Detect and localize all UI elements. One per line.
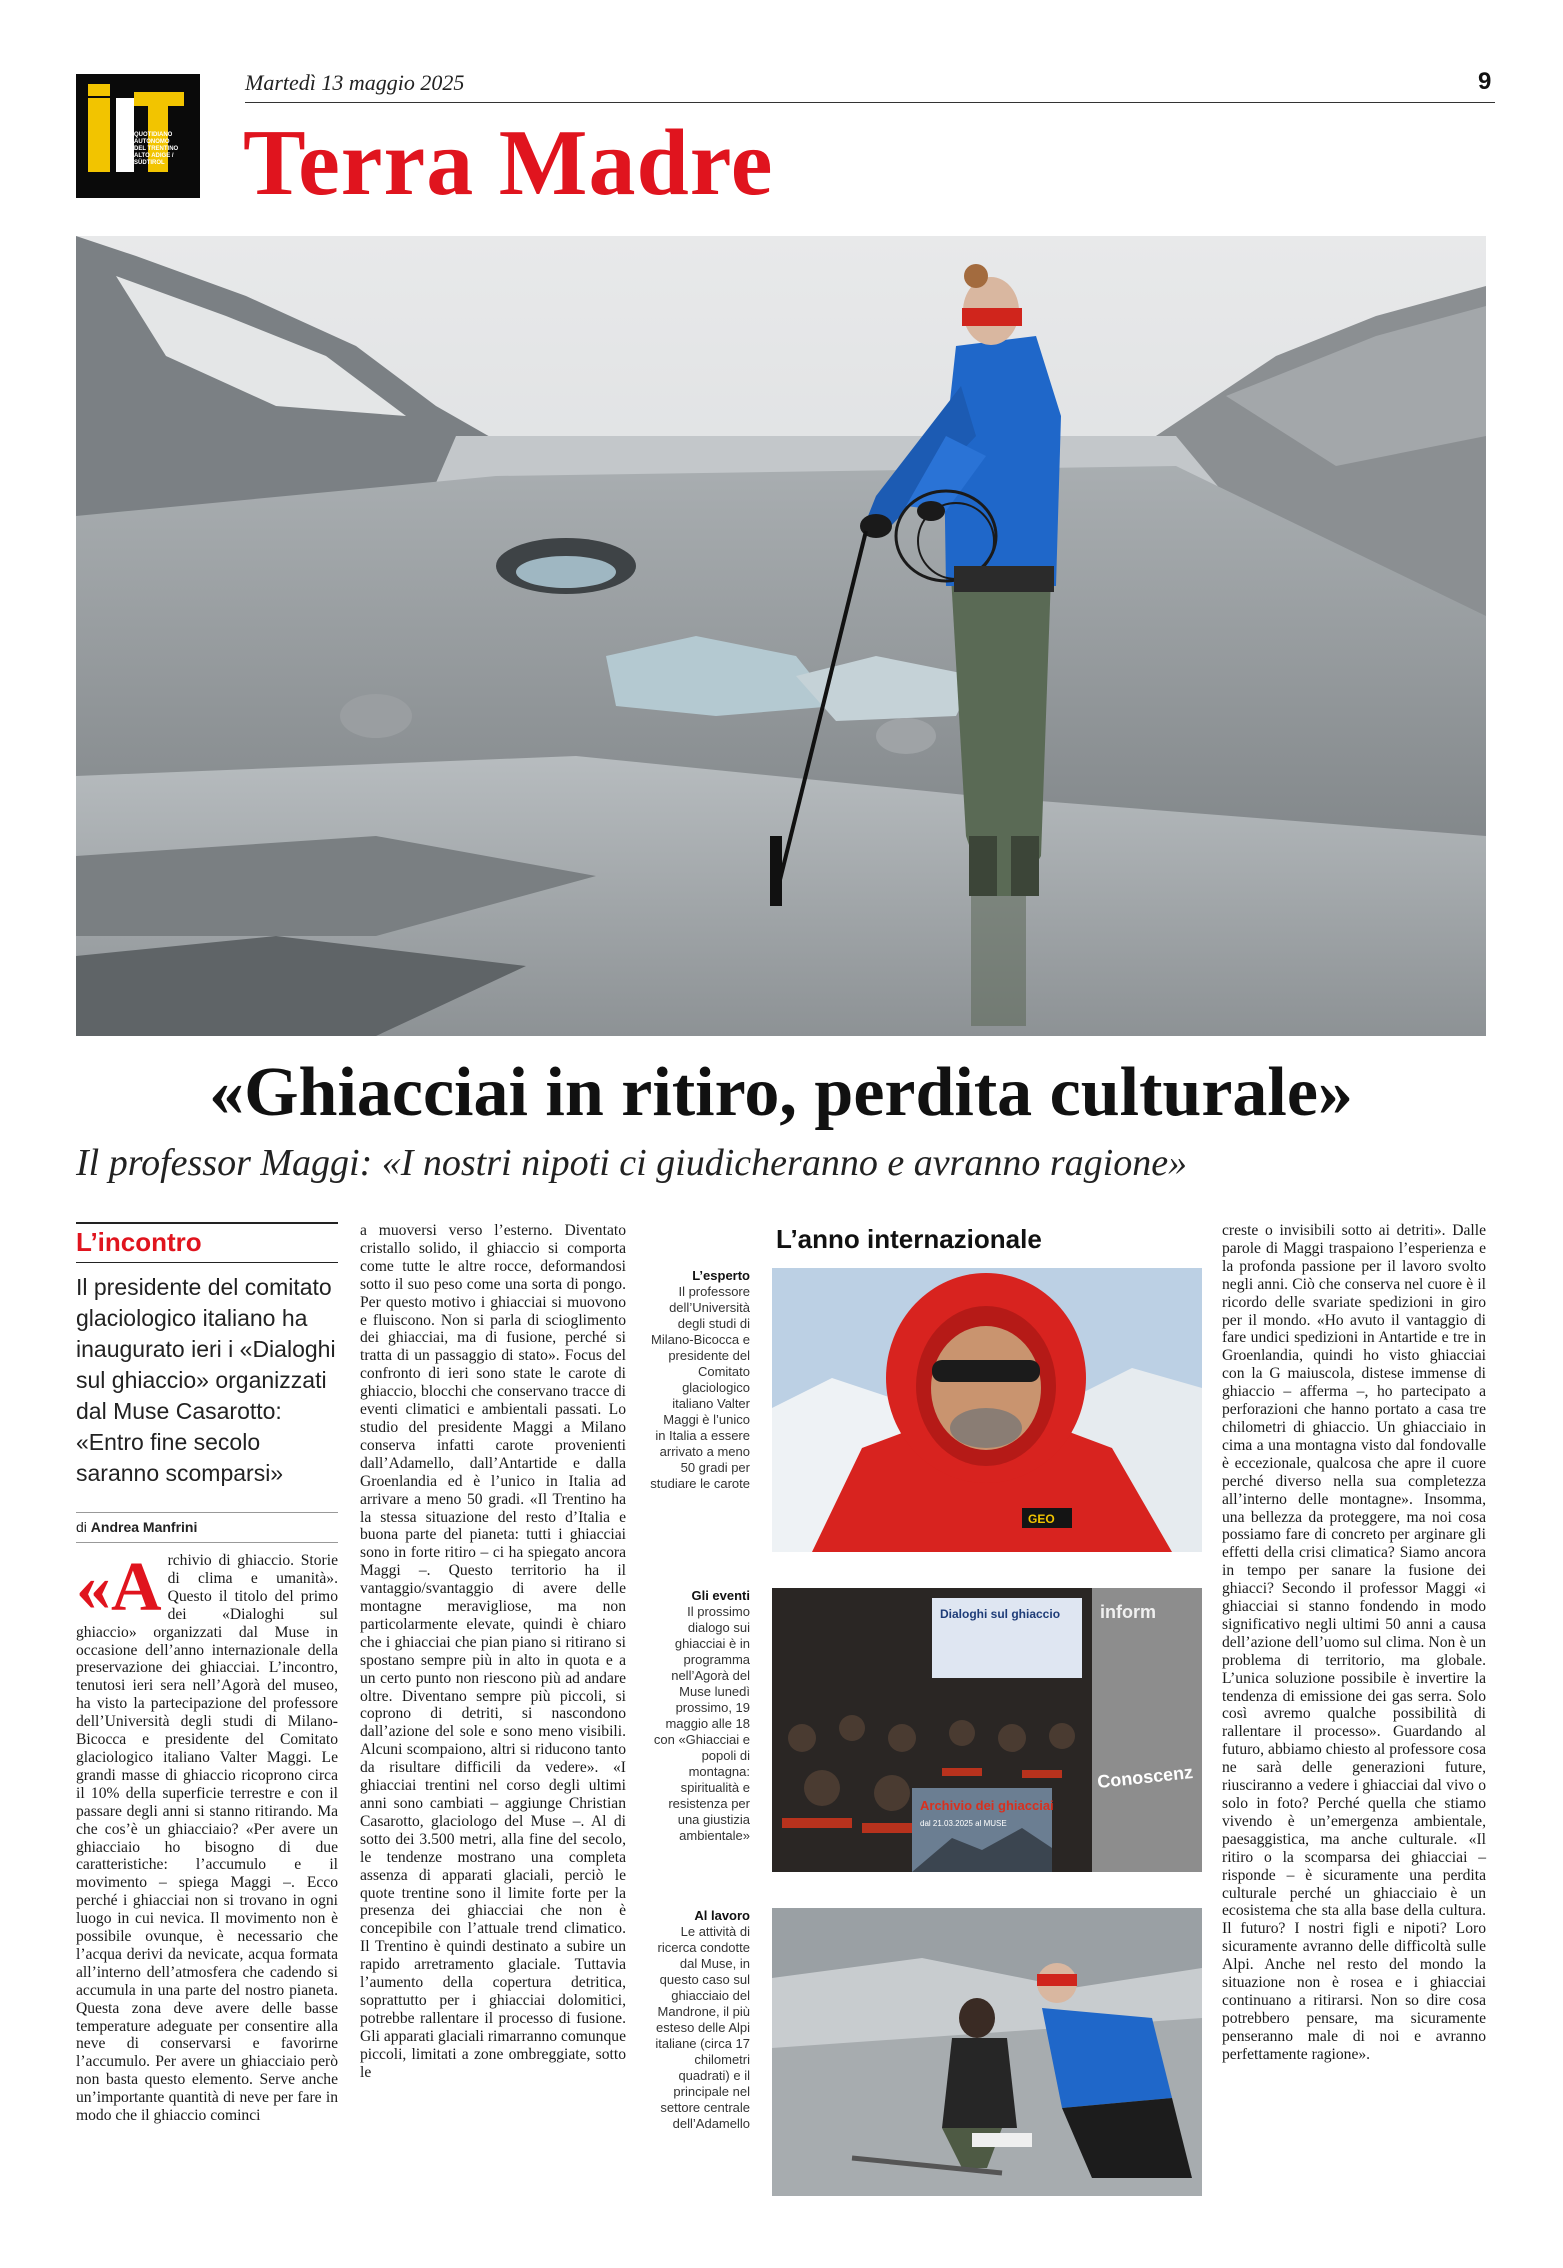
body-paragraph-1 [76,1549,338,2125]
sidebar-title: L’anno internazionale [776,1224,1042,1254]
page-number: 9 [1478,68,1492,95]
article-summary: Il presidente del comitato glaciologico italiano ha inaugurato ieri i «Dialoghi sul ghiaccio» organizzati dal Muse Casarotto: «Entro fine secolo saranno scomparsi» [76,1274,336,1486]
header-rule [245,102,1495,103]
logo-line: ALTO ADIGE / [134,153,174,159]
caption-label: Al lavoro [694,1908,750,1923]
photo-caption-expert [650,1268,750,1492]
article-headline: «Ghiacciai in ritiro, perdita culturale» [209,1054,1353,1131]
banner-top: inform [1100,1602,1156,1622]
jacket-badge: GEO [1028,1512,1055,1526]
caption-text: Il professore dell’Università degli studi di Milano-Bicocca e presidente del Comitato glaciologico italiano Valter Maggi è l’unico in Italia a essere arrivato a meno 50 gradi per studiare le carote [650,1284,750,1491]
book-title: Archivio dei ghiacciai [920,1798,1054,1813]
logo-t-bar [134,92,184,106]
body-column-2 [360,1222,626,2082]
byline-rule [76,1512,338,1513]
logo-l [116,98,134,172]
photo-professor-maggi [772,1268,1202,1552]
caption-label: Gli eventi [691,1588,750,1603]
body-lead-text: rchivio di ghiaccio. Storie di clima e umanità». Questo il titolo del primo dei «Dialoghi sul ghiaccio» organizzati dal Muse in occasione dell’anno internazionale della preservazione dei ghiacciai. L’incontro, tenutosi ieri sera nell’Agorà del museo, ha visto la partecipazione del professore dell’Università degli studi di Milano-Bicocca e presidente del Comitato glaciologico italiano Valter Maggi. Le grandi masse di ghiaccio ricoprono circa il 10% della superficie terrestre e con il passare degli anni si stanno ritirando. Ma che cos’è un ghiacciaio? «Per avere un ghiacciaio ho bisogno di due caratteristiche: l’accumulo e il movimento – spiega Maggi –. Ecco perché i ghiacciai non si trovano in ogni luogo in cui nevica. Il movimento non è possibile ovunque, è necessario che l’acqua derivi da nevicate, acqua formata all’interno dell’atmosfera che cadendo si accumula in una parte del nostro pianeta. Questa zona deve avere delle basse temperature adeguate per consentire alla neve di conservarsi e favorirne l’accumulo. Per avere un ghiacciaio però non basta questo elemento. Serve anche un’importante quantità di neve per fare in modo che il ghiaccio cominci [76,1552,338,2125]
body-column-right [1222,1222,1486,2064]
byline-author: Andrea Manfrini [90,1519,198,1535]
logo-i-dot [88,84,110,96]
body-paragraph-2: a muoversi verso l’esterno. Diventato cristallo solido, il ghiaccio si comporta come tutte le altre rocce, deformandosi sotto il suo peso come una sorta di pongo. Per questo motivo i ghiacciai si muovono e fluiscono. Non si parla di scioglimento dei ghiacciai, ma di fusione, perché si tratta di un passaggio di stato». Focus del confronto di ieri sono state le carote di ghiaccio, blocchi che conservano tracce di eventi climatici e ambientali passati. Lo studio del presidente Maggi a Milano conserva infatti carote provenienti dall’Adamello, dall’Antartide e dalla Groenlandia ed è l’unico in Italia ad arrivare a meno 50 gradi. «Il Trentino ha la stessa situazione del resto d’Italia e buona parte del pianeta: tutti i ghiacciai sono in forte ritiro – ci ha spiegato ancora Maggi –. Questo territorio ha il vantaggio/svantaggio di avere delle montagne meravigliose, ma non particolarmente elevate, quindi è chiaro che i ghiacciai che pian piano si ritirano si spostano sempre più in alto in quota e a un certo punto non riescono più ad andare oltre. Diventano sempre più piccoli, si coprono di detriti, si nascondono dall’azione del sole e sono meno visibili. Alcuni scompaiono, altri si riducono tanto da risultare difficili da vedere». «I ghiacciai trentini nel corso degli ultimi anni sono cambiati – aggiunge Christian Casarotto, glaciologo del Muse –. Al di sotto dei 3.500 metri, alla fine del secolo, le tendenze mostrano una completa assenza di apparati glaciali, perciò le quote trentine sono il limite forte per la presenza dei ghiacciai che non è concepibile con l’attuale trend climatico. Il Trentino è quindi destinato a subire un rapido arretramento glaciale. Tuttavia l’aumento della copertura detritica, soprattutto per i ghiacciai dolomitici, potrebbe rallentare il processo di fusione. Gli apparati glaciali rimarranno comunque piccoli, limitati a zone ombreggiate, sotto le [360,1222,626,2081]
glacier-researcher-illustration [76,236,1486,1036]
logo-tagline [134,132,196,167]
kicker-rule [76,1222,338,1224]
article-kicker: L’incontro [76,1227,202,1257]
logo-line: SÜDTIROL [134,160,165,166]
caption-label: L’esperto [692,1268,750,1283]
logo-line: QUOTIDIANO [134,132,173,138]
event-audience-illustration [772,1588,1202,1872]
kicker-underline [76,1262,338,1263]
drop-cap: «A [76,1549,162,1626]
photo-caption-events [650,1588,750,1844]
logo-line: DEL TRENTINO [134,146,179,152]
newspaper-logo [76,74,200,198]
caption-text: Il prossimo dialogo sui ghiacciai è in programma nell’Agorà del Muse lunedì prossimo, 19 maggio alle 18 con «Ghiacciai e popoli di montagna: spiritualità e resistenza per una giustizia ambientale» [653,1604,750,1843]
logo-line: AUTONOMO [134,139,170,145]
caption-text: Le attività di ricerca condotte dal Muse, in questo caso sul ghiacciaio del Mandrone, il più esteso delle Alpi italiane (circa 17 chilometri quadrati) e il principale nel settore centrale dell’Adamello [655,1924,750,2131]
body-paragraph-3: creste o invisibili sotto ai detriti». Dalle parole di Maggi traspaiono l’esperienza e la profonda passione per il lavoro svolto negli anni. Ciò che conserva nel cuore è il ricordo delle svariate spedizioni in giro per il mondo. «Ho avuto il vantaggio di fare undici spedizioni in Antartide e tre in Groenlandia, quindi ho visto ghiacciai con la G maiuscola, distese immense di ghiaccio – afferma –, ho partecipato a perforazioni che hanno portato a casa tre chilometri di ghiaccio. Un ghiacciaio in cima a una montagna visto dal fondovalle è eccezionale, qualcosa che apre il cuore perché diverso nella sua completezza all’interno delle montagne». Insomma, una bellezza da proteggere, ma noi cosa possiamo fare di concreto per arginare gli effetti della crisi climatica? Siamo ancora in tempo per sanare la fusione dei ghiacci? Secondo il professor Maggi «i ghiacciai si stanno fondendo in modo significativo negli ultimi 50 anni a causa dell’azione dell’uomo sul clima. Non è un problema di territorio, ma globale. L’unica soluzione possibile è invertire la tendenza di emissione dei gas serra. Solo così avremo qualche possibilità di rallentare il processo». Guardando al futuro, abbiamo chiesto al professore cosa ne sarà delle generazioni future, riusciranno a vedere i ghiacciai dal vivo o solo in foto? Perché quella che stiamo vivendo è un’emergenza ambientale, paesaggistica, ma anche culturale. «Il ritiro o la scomparsa dei ghiacciai – risponde – è sicuramente una perdita culturale perché un ghiacciaio è un ecosistema che sta alla base della cultura. Il futuro? I nostri figli e nipoti? Loro sicuramente avranno delle difficoltà sulle Alpi. Anche nel resto del mondo la situazione non è rosea e i ghiacciai continuano a ritirarsi. Non so dire cosa potrebbero pensare, ma sicuramente penseranno male di noi e avranno perfettamente ragione». [1222,1222,1486,2063]
issue-date: Martedì 13 maggio 2025 [245,70,465,95]
photo-fieldwork [772,1908,1202,2196]
hero-photo [76,236,1486,1036]
body-column-1 [76,1549,338,2125]
logo-i-stem [88,98,110,172]
book-date: dal 21.03.2025 al MUSE [920,1819,1007,1828]
banner-text: Conoscenz [1096,1762,1194,1792]
byline [76,1518,197,1536]
photo-caption-fieldwork [650,1908,750,2132]
byline-underline [76,1542,338,1543]
fieldwork-illustration [772,1908,1202,2196]
screen-title: Dialoghi sul ghiaccio [940,1607,1061,1621]
section-title: Terra Madre [243,111,774,215]
byline-prefix: di [76,1519,87,1535]
photo-event-audience [772,1588,1202,1872]
professor-portrait-illustration [772,1268,1202,1552]
article-subheadline: Il professor Maggi: «I nostri nipoti ci giudicheranno e avranno ragione» [76,1142,1188,1184]
